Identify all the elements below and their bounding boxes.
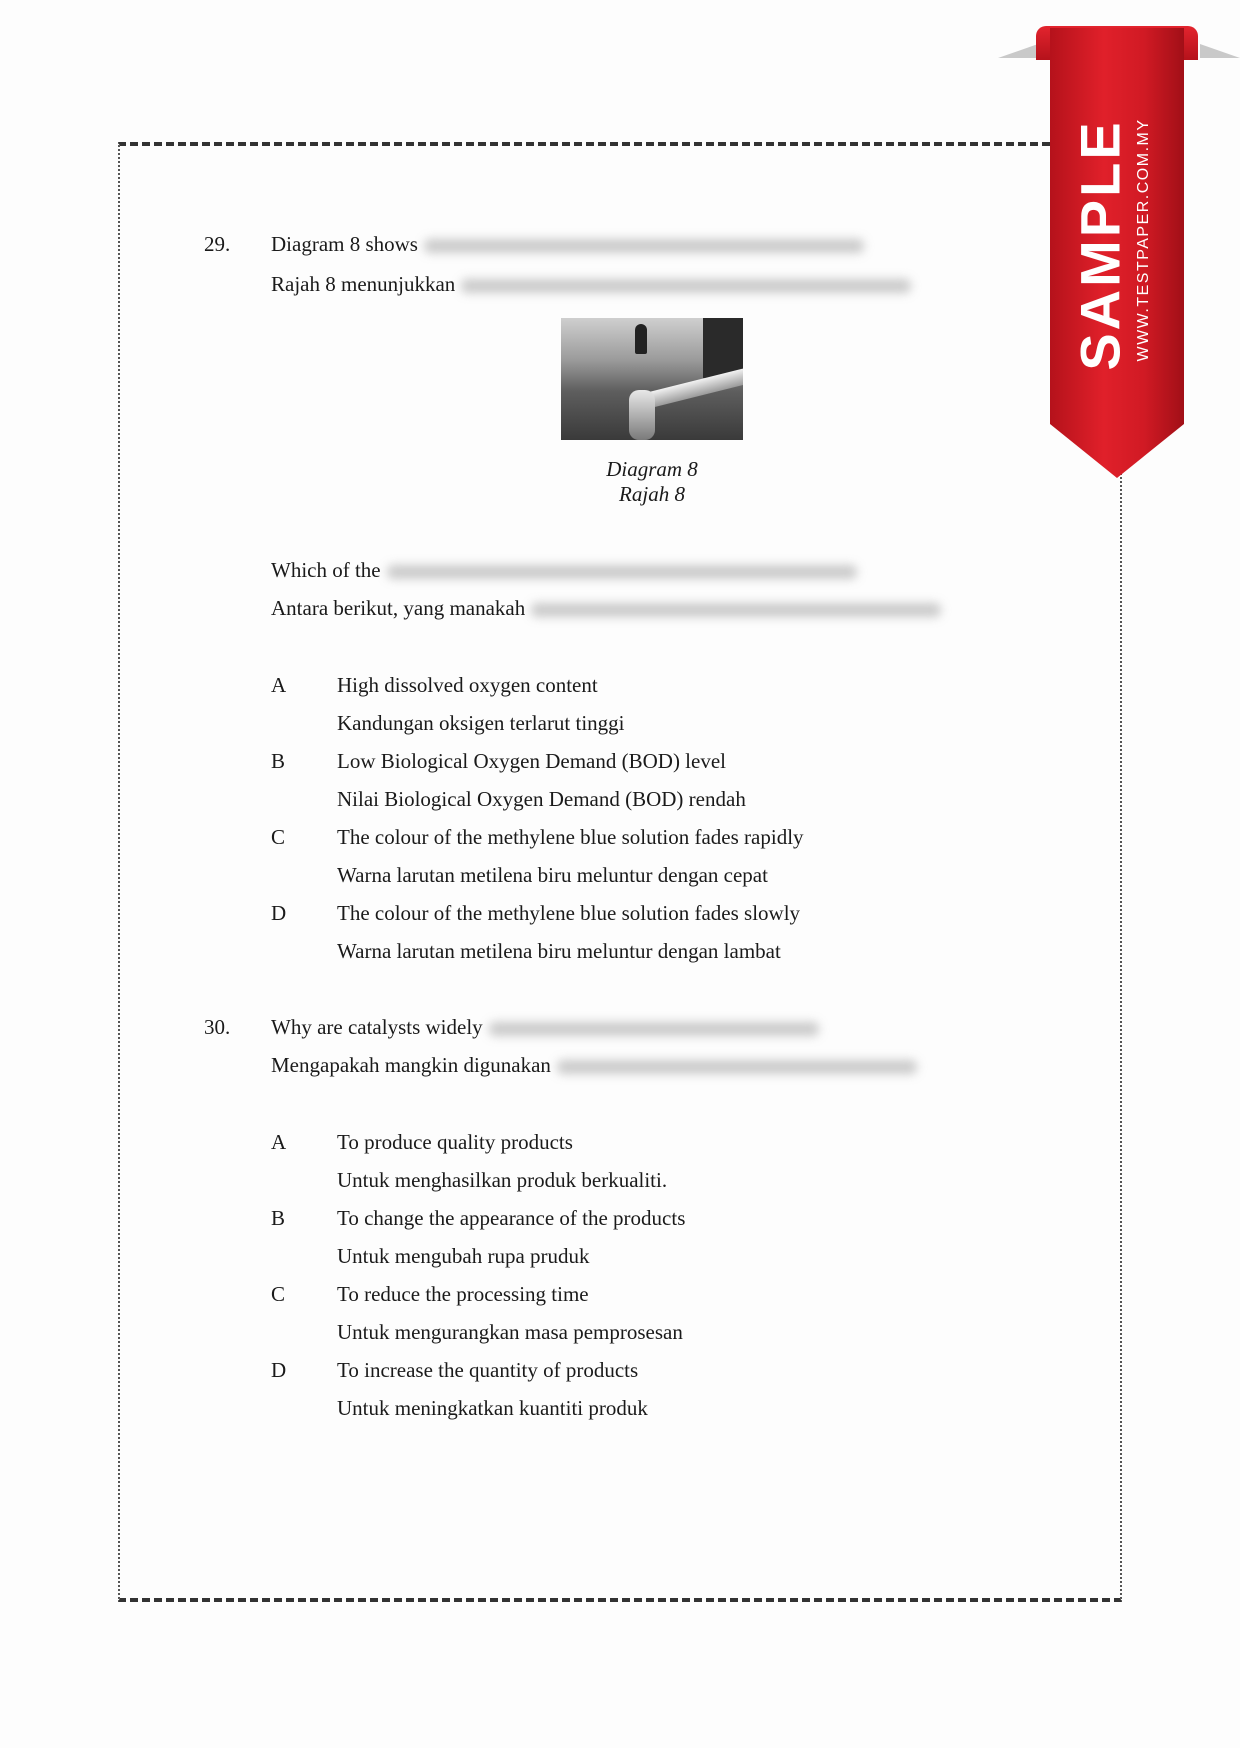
question-29-number: 29. [204,232,231,256]
question-30-stem-ms [271,1052,917,1078]
redacted-text [387,565,857,579]
question-29-prompt-en [271,557,857,583]
option-c-ms: Warna larutan metilena biru meluntur dengan cepat [337,863,768,887]
question-30-number: 30. [204,1015,231,1039]
option-a-ms: Untuk menghasilkan produk berkualiti. [337,1168,668,1192]
question-30-stem-en [271,1014,819,1040]
sample-url: WWW.TESTPAPER.COM.MY [1135,118,1152,362]
option-d-en: The colour of the methylene blue solution fades slowly [337,901,801,925]
water-stream-shape [629,390,655,440]
question-30-stem-ms-text: Mengapakah mangkin digunakan [271,1053,551,1077]
option-a-ms: Kandungan oksigen terlarut tinggi [337,711,625,735]
option-letter: A [271,673,287,697]
question-30-stem-en-text: Why are catalysts widely [271,1015,483,1039]
option-b-en: To change the appearance of the products [337,1206,686,1230]
option-c-ms: Untuk mengurangkan masa pemprosesan [337,1320,683,1344]
redacted-text [531,603,941,617]
option-letter: D [271,901,287,925]
question-29-stem-ms [271,271,911,297]
redacted-text [557,1060,917,1074]
redacted-text [461,279,911,293]
question-29-stem-en [271,231,864,257]
pipe-shape [643,367,743,409]
redacted-text [424,239,864,253]
ribbon-fold-left [998,44,1038,58]
option-a-en: High dissolved oxygen content [337,673,598,697]
option-letter: B [271,749,286,773]
option-c-en: To reduce the processing time [337,1282,589,1306]
option-letter: A [271,1130,287,1154]
ribbon-fold-right [1200,44,1240,58]
question-29-stem-ms-text: Rajah 8 menunjukkan [271,272,456,296]
redacted-text [489,1022,819,1036]
farmer-silhouette [635,324,647,354]
question-29-prompt-en-text: Which of the [271,558,381,582]
irrigation-pipe-photo [561,318,743,440]
option-letter: C [271,825,286,849]
figure-caption-ms: Rajah 8 [619,482,685,506]
option-b-en: Low Biological Oxygen Demand (BOD) level [337,749,726,773]
option-a-en: To produce quality products [337,1130,573,1154]
sample-label: SAMPLE [1068,119,1132,371]
option-letter: C [271,1282,286,1306]
option-letter: D [271,1358,287,1382]
option-c-en: The colour of the methylene blue solution fades rapidly [337,825,804,849]
question-29-prompt-ms-text: Antara berikut, yang manakah [271,596,526,620]
figure-caption-en: Diagram 8 [606,457,698,481]
option-d-ms: Warna larutan metilena biru meluntur dengan lambat [337,939,781,963]
option-d-ms: Untuk meningkatkan kuantiti produk [337,1396,648,1420]
question-29-prompt-ms [271,595,941,621]
option-b-ms: Nilai Biological Oxygen Demand (BOD) rendah [337,787,746,811]
question-29-stem-en-text: Diagram 8 shows [271,232,418,256]
option-b-ms: Untuk mengubah rupa pruduk [337,1244,590,1268]
option-d-en: To increase the quantity of products [337,1358,639,1382]
option-letter: B [271,1206,286,1230]
